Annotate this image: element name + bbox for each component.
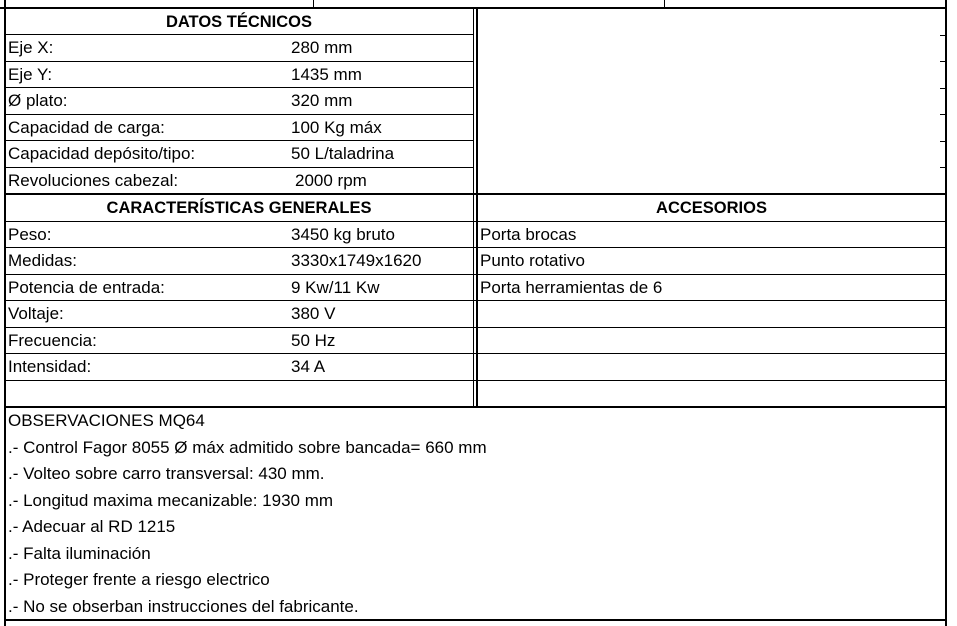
row-value: 2000 rpm xyxy=(295,171,367,190)
row-label: Eje Y: xyxy=(8,65,53,84)
accessory-item: Porta brocas xyxy=(480,225,577,244)
row-value: 1435 mm xyxy=(291,65,362,84)
edge-tick xyxy=(940,35,946,36)
row-value: 320 mm xyxy=(291,91,353,110)
accessory-item: Punto rotativo xyxy=(480,251,585,270)
top-cut-divider-2 xyxy=(664,0,665,8)
middle-divider-left xyxy=(473,8,474,407)
row-label: Capacidad depósito/tipo: xyxy=(8,144,196,163)
row-value: 50 Hz xyxy=(291,331,336,350)
datos-tecnicos-title: DATOS TÉCNICOS xyxy=(165,13,313,31)
right-border xyxy=(945,0,947,626)
hline xyxy=(5,87,474,88)
observation-line: .- Falta iluminación xyxy=(8,544,151,563)
accessory-item: Porta herramientas de 6 xyxy=(480,278,663,297)
left-border xyxy=(4,0,6,626)
observation-line: .- Adecuar al RD 1215 xyxy=(8,517,176,536)
row-value: 3450 kg bruto xyxy=(291,225,395,244)
row-value: 34 A xyxy=(291,357,326,376)
observation-line: .- No se obserban instrucciones del fabricante. xyxy=(8,597,359,616)
row-label: Capacidad de carga: xyxy=(8,118,165,137)
top-cut-divider-1 xyxy=(313,0,314,8)
caracteristicas-title: CARACTERÍSTICAS GENERALES xyxy=(106,199,372,217)
observation-line: .- Volteo sobre carro transversal: 430 mm. xyxy=(8,464,325,483)
row-value: 9 Kw/11 Kw xyxy=(291,278,380,297)
hline xyxy=(5,247,947,248)
row-value: 380 V xyxy=(291,304,336,323)
hline xyxy=(5,380,947,381)
observation-line: .- Proteger frente a riesgo electrico xyxy=(8,570,270,589)
edge-tick xyxy=(940,141,946,142)
edge-tick xyxy=(940,61,946,62)
hline xyxy=(5,353,947,354)
observation-line: .- Longitud maxima mecanizable: 1930 mm xyxy=(8,491,334,510)
row-value: 100 Kg máx xyxy=(291,118,382,137)
row-label: Ø plato: xyxy=(8,91,68,110)
hline xyxy=(5,327,947,328)
hline xyxy=(5,221,947,222)
edge-tick xyxy=(940,88,946,89)
observaciones-title: OBSERVACIONES MQ64 xyxy=(8,411,205,430)
row-value: 280 mm xyxy=(291,38,353,57)
row-value: 3330x1749x1620 xyxy=(291,251,422,270)
accesorios-title: ACCESORIOS xyxy=(656,199,767,217)
row-label: Eje X: xyxy=(8,38,54,57)
observation-line: .- Control Fagor 8055 Ø máx admitido sobre bancada= 660 mm xyxy=(8,438,487,457)
row-label: Medidas: xyxy=(8,251,77,270)
row-value: 50 L/taladrina xyxy=(291,144,395,163)
row-label: Intensidad: xyxy=(8,357,92,376)
row-label: Potencia de entrada: xyxy=(8,278,165,297)
row-label: Voltaje: xyxy=(8,304,64,323)
hline xyxy=(5,61,474,62)
row-label: Frecuencia: xyxy=(8,331,97,350)
row-label: Peso: xyxy=(8,225,52,244)
edge-tick xyxy=(940,114,946,115)
row-label: Revoluciones cabezal: xyxy=(8,171,179,190)
edge-tick xyxy=(940,167,946,168)
